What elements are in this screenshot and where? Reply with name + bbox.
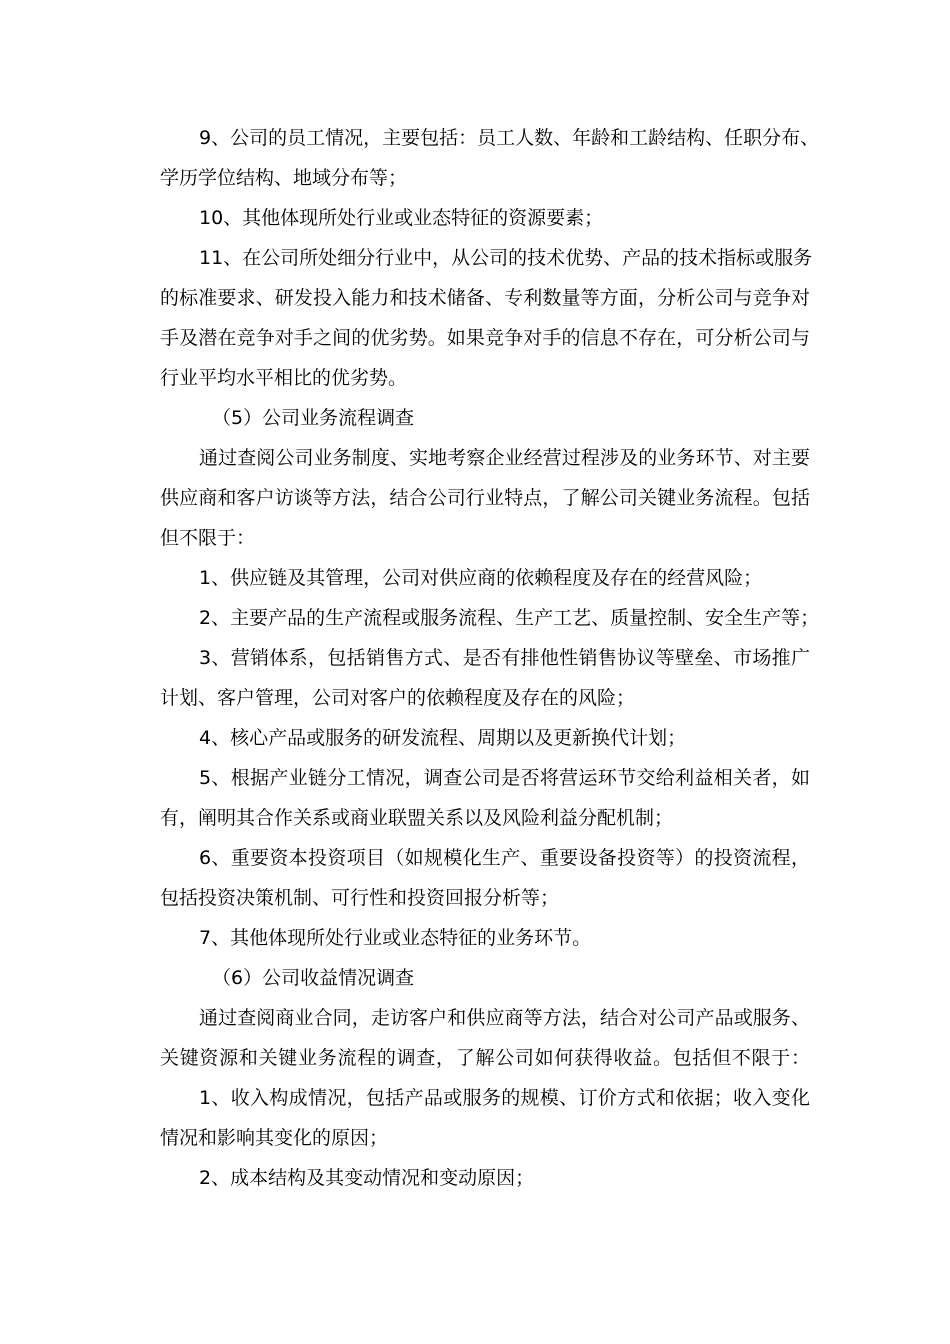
paragraph-line: 3、营销体系，包括销售方式、是否有排他性销售协议等壁垒、市场推广 <box>199 647 810 669</box>
paragraph-line: 供应商和客户访谈等方法，结合公司行业特点，了解公司关键业务流程。包括 <box>160 487 810 509</box>
paragraph-line: 4、核心产品或服务的研发流程、周期以及更新换代计划； <box>199 727 687 749</box>
paragraph-line: 2、主要产品的生产流程或服务流程、生产工艺、质量控制、安全生产等； <box>199 607 820 629</box>
paragraph-line: 通过查阅公司业务制度、实地考察企业经营过程涉及的业务环节、对主要 <box>199 447 810 469</box>
paragraph-line: 计划、客户管理，公司对客户的依赖程度及存在的风险； <box>160 687 636 709</box>
paragraph-line: 11、在公司所处细分行业中，从公司的技术优势、产品的技术指标或服务 <box>199 247 813 269</box>
paragraph-line: 关键资源和关键业务流程的调查，了解公司如何获得收益。包括但不限于： <box>160 1047 810 1069</box>
paragraph-line: 5、根据产业链分工情况，调查公司是否将营运环节交给利益相关者，如 <box>199 767 810 789</box>
paragraph-line: 的标准要求、研发投入能力和技术储备、专利数量等方面，分析公司与竞争对 <box>160 287 810 309</box>
paragraph-line: 学历学位结构、地域分布等； <box>160 167 408 189</box>
paragraph-line: 但不限于： <box>160 527 256 549</box>
paragraph-line: 行业平均水平相比的优劣势。 <box>160 367 408 389</box>
paragraph-line: 6、重要资本投资项目（如规模化生产、重要设备投资等）的投资流程， <box>199 847 810 869</box>
paragraph-line: 1、收入构成情况，包括产品或服务的规模、订价方式和依据；收入变化 <box>199 1087 810 1109</box>
paragraph-line: 10、其他体现所处行业或业态特征的资源要素； <box>199 207 604 229</box>
paragraph-line: 情况和影响其变化的原因； <box>160 1127 389 1149</box>
paragraph-line: 2、成本结构及其变动情况和变动原因； <box>199 1167 535 1189</box>
section-heading: （6）公司收益情况调查 <box>212 967 415 989</box>
paragraph-line: 1、供应链及其管理，公司对供应商的依赖程度及存在的经营风险； <box>199 567 763 589</box>
paragraph-line: 包括投资决策机制、可行性和投资回报分析等； <box>160 887 560 909</box>
paragraph-line: 手及潜在竞争对手之间的优劣势。如果竞争对手的信息不存在，可分析公司与 <box>160 327 810 349</box>
section-heading: （5）公司业务流程调查 <box>212 407 415 429</box>
paragraph-line: 通过查阅商业合同，走访客户和供应商等方法，结合对公司产品或服务、 <box>199 1007 810 1029</box>
paragraph-line: 有，阐明其合作关系或商业联盟关系以及风险利益分配机制； <box>160 807 674 829</box>
paragraph-line: 7、其他体现所处行业或业态特征的业务环节。 <box>199 927 592 949</box>
paragraph-line: 9、公司的员工情况，主要包括：员工人数、年龄和工龄结构、任职分布、 <box>199 127 820 149</box>
